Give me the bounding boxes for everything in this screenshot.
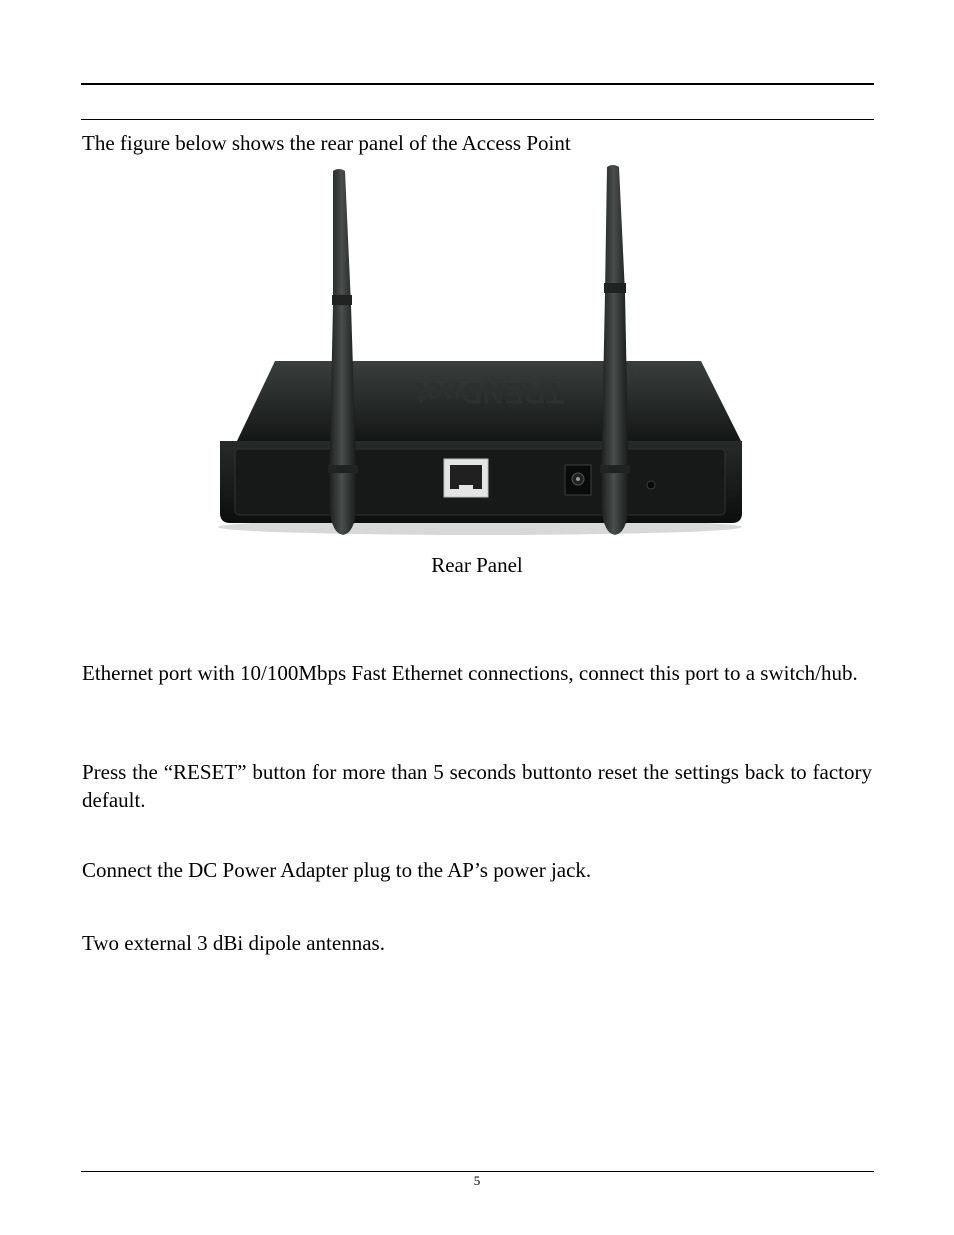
header-rule bbox=[81, 83, 874, 85]
left-antenna-icon bbox=[328, 169, 358, 535]
ethernet-description: Ethernet port with 10/100Mbps Fast Ethernet connections, connect this port to a switch/hub. bbox=[82, 661, 858, 685]
intro-text: The figure below shows the rear panel of the Access Point bbox=[82, 131, 571, 155]
power-jack-icon bbox=[565, 465, 591, 495]
rear-panel-figure bbox=[215, 165, 745, 540]
right-antenna-icon bbox=[600, 165, 630, 535]
figure-caption: Rear Panel bbox=[431, 553, 523, 577]
brand-logo: TRENDnet bbox=[415, 376, 565, 409]
ethernet-port-icon bbox=[444, 459, 488, 497]
reset-button-icon bbox=[647, 481, 655, 489]
antenna-description: Two external 3 dBi dipole antennas. bbox=[82, 931, 385, 955]
reset-description: Press the “RESET” button for more than 5 seconds buttonto reset the settings back to factory default. bbox=[82, 760, 872, 812]
access-point-rear-image bbox=[215, 165, 745, 540]
page-number: 5 bbox=[473, 1173, 481, 1188]
footer-rule bbox=[81, 1171, 874, 1172]
power-description: Connect the DC Power Adapter plug to the AP’s power jack. bbox=[82, 858, 592, 882]
section-rule bbox=[81, 119, 874, 120]
